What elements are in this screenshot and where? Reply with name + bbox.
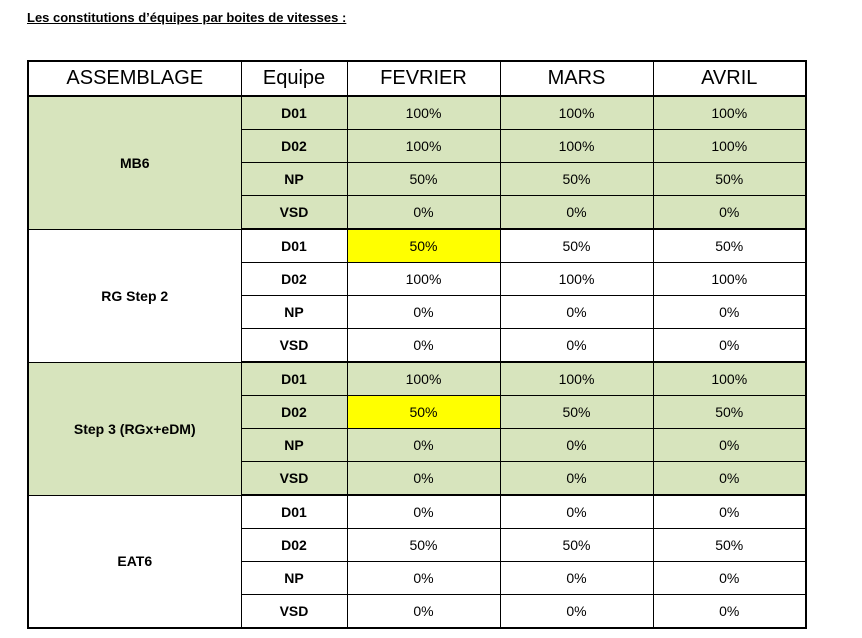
percentage-cell: 0%: [347, 429, 500, 462]
percentage-cell: 50%: [653, 229, 806, 263]
percentage-cell: 0%: [500, 429, 653, 462]
percentage-cell: 100%: [653, 96, 806, 130]
percentage-cell: 50%: [500, 396, 653, 429]
percentage-cell: 100%: [347, 130, 500, 163]
team-code: D01: [241, 362, 347, 396]
percentage-cell: 0%: [347, 595, 500, 629]
percentage-cell: 0%: [653, 595, 806, 629]
percentage-cell: 0%: [500, 329, 653, 363]
percentage-cell: 0%: [347, 495, 500, 529]
table-row: [28, 229, 806, 263]
percentage-cell: 0%: [653, 296, 806, 329]
team-code: D02: [241, 529, 347, 562]
team-code: D02: [241, 130, 347, 163]
percentage-cell: 0%: [653, 196, 806, 230]
percentage-cell: 100%: [500, 130, 653, 163]
percentage-cell: 50%: [500, 229, 653, 263]
percentage-cell: 50%: [500, 163, 653, 196]
assembly-name: RG Step 2: [28, 229, 241, 362]
percentage-cell: 0%: [653, 329, 806, 363]
header-month-mars: MARS: [500, 61, 653, 96]
percentage-cell: 100%: [347, 96, 500, 130]
percentage-cell: 0%: [500, 495, 653, 529]
team-code: D01: [241, 229, 347, 263]
percentage-cell: 100%: [500, 362, 653, 396]
percentage-cell: 100%: [653, 130, 806, 163]
header-team: Equipe: [241, 61, 347, 96]
header-row: [28, 61, 806, 96]
percentage-cell: 0%: [347, 296, 500, 329]
team-code: NP: [241, 562, 347, 595]
percentage-cell: 0%: [500, 595, 653, 629]
team-code: VSD: [241, 462, 347, 496]
assembly-name: Step 3 (RGx+eDM): [28, 362, 241, 495]
table-row: [28, 362, 806, 396]
percentage-cell: 50%: [347, 396, 500, 429]
percentage-cell: 0%: [500, 196, 653, 230]
header-assembly: ASSEMBLAGE: [28, 61, 241, 96]
percentage-cell: 50%: [347, 229, 500, 263]
team-code: VSD: [241, 196, 347, 230]
table-body: [28, 96, 806, 628]
percentage-cell: 0%: [500, 296, 653, 329]
percentage-cell: 100%: [500, 263, 653, 296]
percentage-cell: 0%: [347, 196, 500, 230]
percentage-cell: 100%: [653, 263, 806, 296]
percentage-cell: 0%: [500, 462, 653, 496]
percentage-cell: 0%: [653, 462, 806, 496]
team-code: NP: [241, 296, 347, 329]
team-code: D02: [241, 396, 347, 429]
percentage-cell: 100%: [500, 96, 653, 130]
team-allocation-table: [27, 60, 807, 629]
team-code: D01: [241, 96, 347, 130]
page-title: Les constitutions d’équipes par boites de vitesses :: [27, 10, 347, 25]
percentage-cell: 50%: [653, 163, 806, 196]
team-code: NP: [241, 429, 347, 462]
percentage-cell: 0%: [347, 562, 500, 595]
assembly-name: MB6: [28, 96, 241, 229]
percentage-cell: 50%: [653, 396, 806, 429]
percentage-cell: 100%: [653, 362, 806, 396]
assembly-name: EAT6: [28, 495, 241, 628]
percentage-cell: 100%: [347, 263, 500, 296]
percentage-cell: 0%: [500, 562, 653, 595]
team-code: NP: [241, 163, 347, 196]
percentage-cell: 0%: [653, 429, 806, 462]
team-code: VSD: [241, 329, 347, 363]
table-row: [28, 495, 806, 529]
percentage-cell: 50%: [653, 529, 806, 562]
header-month-avril: AVRIL: [653, 61, 806, 96]
percentage-cell: 50%: [347, 529, 500, 562]
percentage-cell: 50%: [347, 163, 500, 196]
header-month-fevrier: FEVRIER: [347, 61, 500, 96]
percentage-cell: 0%: [653, 495, 806, 529]
percentage-cell: 0%: [653, 562, 806, 595]
team-code: D02: [241, 263, 347, 296]
percentage-cell: 100%: [347, 362, 500, 396]
percentage-cell: 50%: [500, 529, 653, 562]
team-code: VSD: [241, 595, 347, 629]
percentage-cell: 0%: [347, 329, 500, 363]
team-code: D01: [241, 495, 347, 529]
table-row: [28, 96, 806, 130]
percentage-cell: 0%: [347, 462, 500, 496]
